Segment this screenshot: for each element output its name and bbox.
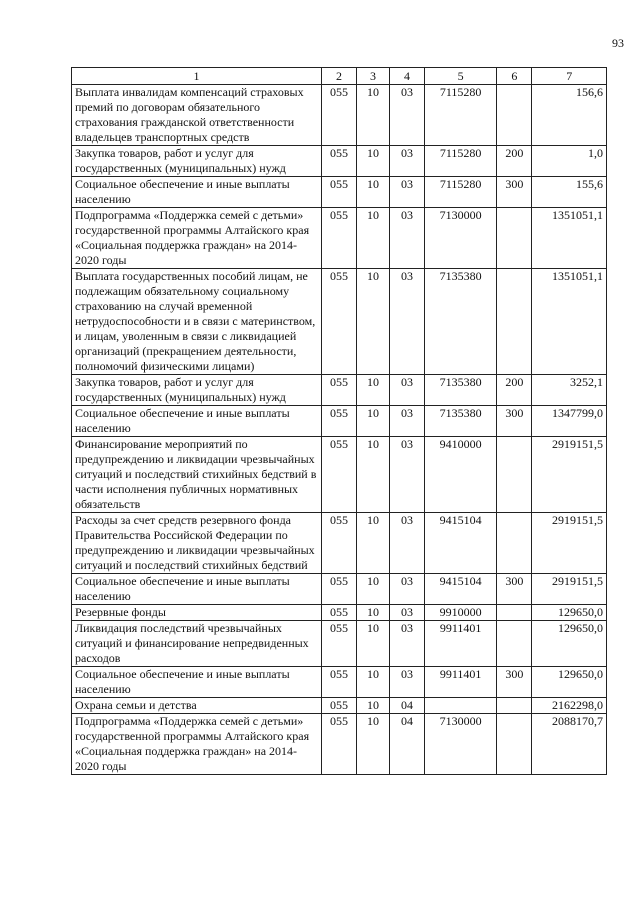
table-row [72,85,607,146]
row-target-article: 9911401 [424,667,496,698]
row-admin-code: 055 [321,269,356,375]
header-col-4: 4 [389,68,424,85]
row-expense-type [497,513,532,574]
row-expense-type [497,85,532,146]
row-subsection: 03 [389,605,424,621]
row-amount: 2919151,5 [532,574,607,605]
row-expense-type [497,605,532,621]
row-target-article: 9415104 [424,513,496,574]
header-col-1: 1 [72,68,322,85]
row-description: Расходы за счет средств резервного фонда Правительства Российской Федерации по предупреждению и ликвидации чрезвычайных ситуаций и последствий стихийных бедствий [72,513,322,574]
row-amount: 2162298,0 [532,698,607,714]
row-admin-code: 055 [321,714,356,775]
row-target-article: 9910000 [424,605,496,621]
row-admin-code: 055 [321,375,356,406]
row-description: Подпрограмма «Поддержка семей с детьми» государственной программы Алтайского края «Социальная поддержка граждан» на 2014-2020 годы [72,714,322,775]
row-amount: 129650,0 [532,667,607,698]
table-row [72,437,607,513]
row-amount: 1347799,0 [532,406,607,437]
row-description: Подпрограмма «Поддержка семей с детьми» государственной программы Алтайского края «Социальная поддержка граждан» на 2014-2020 годы [72,208,322,269]
header-col-7: 7 [532,68,607,85]
row-expense-type [497,208,532,269]
row-expense-type [497,621,532,667]
row-admin-code: 055 [321,85,356,146]
row-description: Охрана семьи и детства [72,698,322,714]
row-description: Выплата инвалидам компенсаций страховых премий по договорам обязательного страхования гражданской ответственности владельцев транспортных средств [72,85,322,146]
row-section: 10 [357,698,390,714]
header-col-6: 6 [497,68,532,85]
row-expense-type: 300 [497,406,532,437]
row-amount: 2919151,5 [532,437,607,513]
row-section: 10 [357,605,390,621]
row-admin-code: 055 [321,208,356,269]
row-amount: 156,6 [532,85,607,146]
row-subsection: 03 [389,437,424,513]
row-admin-code: 055 [321,605,356,621]
row-description: Финансирование мероприятий по предупреждению и ликвидации чрезвычайных ситуаций и последствий стихийных бедствий в части исполнения публичных нормативных обязательств [72,437,322,513]
row-amount: 2919151,5 [532,513,607,574]
row-description: Ликвидация последствий чрезвычайных ситуаций и финансирование непредвиденных расходов [72,621,322,667]
row-subsection: 03 [389,146,424,177]
table-row [72,375,607,406]
row-expense-type: 200 [497,146,532,177]
header-col-5: 5 [424,68,496,85]
row-subsection: 03 [389,208,424,269]
header-col-3: 3 [357,68,390,85]
budget-table [71,67,607,775]
table-row [72,667,607,698]
table-header-row [72,68,607,85]
row-section: 10 [357,667,390,698]
row-expense-type: 300 [497,177,532,208]
row-expense-type [497,437,532,513]
row-amount: 129650,0 [532,621,607,667]
row-description: Социальное обеспечение и иные выплаты населению [72,177,322,208]
row-target-article [424,698,496,714]
row-description: Закупка товаров, работ и услуг для государственных (муниципальных) нужд [72,146,322,177]
row-section: 10 [357,574,390,605]
row-section: 10 [357,177,390,208]
table-row [72,146,607,177]
row-amount: 155,6 [532,177,607,208]
row-subsection: 04 [389,698,424,714]
row-section: 10 [357,406,390,437]
row-expense-type [497,698,532,714]
row-section: 10 [357,269,390,375]
row-subsection: 04 [389,714,424,775]
row-admin-code: 055 [321,406,356,437]
row-section: 10 [357,375,390,406]
table-row [72,208,607,269]
row-subsection: 03 [389,574,424,605]
table-row [72,574,607,605]
row-target-article: 7115280 [424,146,496,177]
row-amount: 1,0 [532,146,607,177]
row-expense-type [497,714,532,775]
row-target-article: 9410000 [424,437,496,513]
row-target-article: 7135380 [424,269,496,375]
row-subsection: 03 [389,85,424,146]
row-target-article: 7135380 [424,375,496,406]
row-description: Социальное обеспечение и иные выплаты населению [72,667,322,698]
row-amount: 129650,0 [532,605,607,621]
table-row [72,714,607,775]
row-expense-type: 200 [497,375,532,406]
table-row [72,513,607,574]
row-subsection: 03 [389,513,424,574]
row-description: Выплата государственных пособий лицам, не подлежащим обязательному социальному страхованию на случай временной нетрудоспособности и в связи с материнством, и лицам, уволенным в связи с ликвидацией организаций (прекращением деятельности, полномочий физическими лицами) [72,269,322,375]
row-section: 10 [357,513,390,574]
row-target-article: 9911401 [424,621,496,667]
row-subsection: 03 [389,269,424,375]
table-row [72,621,607,667]
row-target-article: 7115280 [424,177,496,208]
row-subsection: 03 [389,667,424,698]
row-expense-type [497,269,532,375]
row-section: 10 [357,208,390,269]
row-section: 10 [357,146,390,177]
table-row [72,605,607,621]
row-section: 10 [357,714,390,775]
row-admin-code: 055 [321,621,356,667]
row-subsection: 03 [389,406,424,437]
row-section: 10 [357,621,390,667]
row-subsection: 03 [389,177,424,208]
row-amount: 3252,1 [532,375,607,406]
row-admin-code: 055 [321,667,356,698]
row-admin-code: 055 [321,146,356,177]
row-description: Закупка товаров, работ и услуг для государственных (муниципальных) нужд [72,375,322,406]
row-expense-type: 300 [497,667,532,698]
page-number: 93 [612,36,624,50]
table-body [72,85,607,775]
row-description: Резервные фонды [72,605,322,621]
row-description: Социальное обеспечение и иные выплаты населению [72,406,322,437]
row-section: 10 [357,437,390,513]
row-section: 10 [357,85,390,146]
row-target-article: 7135380 [424,406,496,437]
row-amount: 1351051,1 [532,208,607,269]
header-col-2: 2 [321,68,356,85]
table-row [72,177,607,208]
row-target-article: 7130000 [424,714,496,775]
table-row [72,406,607,437]
row-target-article: 9415104 [424,574,496,605]
row-admin-code: 055 [321,513,356,574]
table-row [72,698,607,714]
row-expense-type: 300 [497,574,532,605]
row-amount: 1351051,1 [532,269,607,375]
row-admin-code: 055 [321,177,356,208]
row-target-article: 7130000 [424,208,496,269]
row-admin-code: 055 [321,437,356,513]
row-target-article: 7115280 [424,85,496,146]
row-admin-code: 055 [321,698,356,714]
row-description: Социальное обеспечение и иные выплаты населению [72,574,322,605]
row-admin-code: 055 [321,574,356,605]
table-row [72,269,607,375]
row-subsection: 03 [389,621,424,667]
row-subsection: 03 [389,375,424,406]
row-amount: 2088170,7 [532,714,607,775]
